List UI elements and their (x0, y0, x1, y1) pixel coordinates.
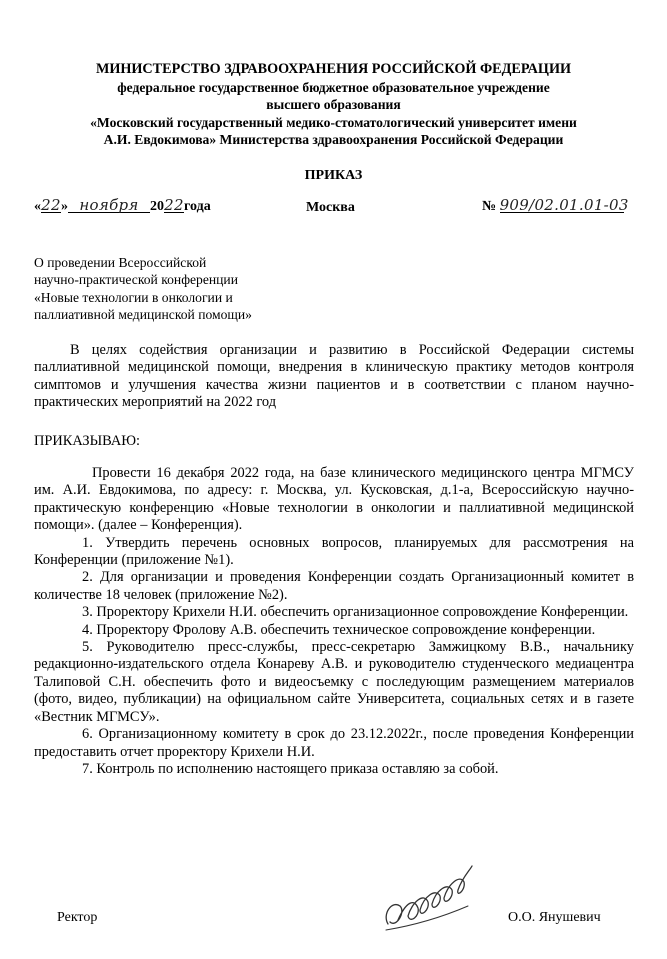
date-open-quote: « (34, 199, 41, 214)
institution-level: высшего образования (266, 97, 401, 112)
ministry-name: МИНИСТЕРСТВО ЗДРАВООХРАНЕНИЯ РОССИЙСКОЙ ФЕДЕРАЦИИ (95, 61, 572, 77)
number-label: № (482, 199, 497, 214)
order-item: 5. Руководителю пресс-службы, пресс-секретарю Замжицкому В.В., начальнику редакционно-издательского отдела Конареву А.В. и руководителю студенческого медиацентра Талиповой С.Н. обеспечить фото и видеосъемку с последующим размещением материалов (фото, видео, публикации) на официальном сайте Университета, социальных сетях и в газете «Вестник МГМСУ». (34, 639, 634, 725)
date-year-prefix: 20 (150, 199, 164, 214)
order-item: Провести 16 декабря 2022 года, на базе клинического медицинского центра МГМСУ им. А.И. Евдокимова, по адресу: г. Москва, ул. Кусковская, д.1-а, Всероссийскую научно-практическую конференцию «Новые технологии в онкологии и паллиативной медицинской помощи». (далее – Конференция). (34, 465, 634, 534)
order-date (34, 198, 211, 215)
order-item: 6. Организационному комитету в срок до 23.12.2022г., после проведения Конференции предоставить отчет проректору Крихели Н.И. (34, 726, 634, 760)
university-name-cont: А.И. Евдокимова» Министерства здравоохранения Российской Федерации (103, 132, 564, 147)
date-month: ноября (68, 198, 150, 213)
subject-line: научно-практической конференции (34, 272, 238, 288)
date-year-word: года (184, 199, 211, 214)
order-subject (34, 254, 252, 323)
order-item: 1. Утвердить перечень основных вопросов, планируемых для рассмотрения на Конференции (приложение №1). (34, 534, 634, 569)
city: Москва (306, 200, 355, 215)
preamble: В целях содействия организации и развитию в Российской Федерации системы паллиативной медицинской помощи, внедрения в клиническую практику методов контроля симптомов и улучшения качества жизни пациентов и в соответствии с планом научно-практических мероприятий на 2022 год (34, 342, 634, 411)
order-item: 2. Для организации и проведения Конференции создать Организационный комитет в количестве 18 человек (приложение №2). (34, 569, 634, 603)
letterhead (30, 61, 637, 149)
signatory-position: Ректор (57, 910, 98, 925)
date-day: 22 (41, 196, 61, 214)
university-name: «Московский государственный медико-стоматологический университет имени (90, 114, 577, 130)
order-items (34, 465, 634, 778)
order-item: 7. Контроль по исполнению настоящего приказа оставляю за собой. (82, 760, 499, 777)
date-close-quote: » (61, 199, 68, 214)
order-number (482, 196, 629, 215)
order-item: 4. Проректору Фролову А.В. обеспечить техническое сопровождение конференции. (82, 621, 596, 638)
institution-type: федеральное государственное бюджетное образовательное учреждение (117, 79, 550, 95)
number-value: 909/02.01.01-03 (499, 196, 629, 214)
handwritten-signature (380, 862, 475, 942)
order-item: 3. Проректору Крихели Н.И. обеспечить организационное сопровождение Конференции. (82, 604, 629, 621)
order-word: ПРИКАЗЫВАЮ: (34, 433, 141, 449)
document-title: ПРИКАЗ (304, 168, 363, 183)
date-year-suffix: 22 (164, 196, 184, 214)
dateline (0, 196, 667, 222)
subject-line: паллиативной медицинской помощи» (34, 306, 252, 322)
subject-line: О проведении Всероссийской (34, 255, 207, 270)
subject-line: «Новые технологии в онкологии и (34, 289, 233, 305)
signatory-name: О.О. Янушевич (508, 910, 601, 925)
